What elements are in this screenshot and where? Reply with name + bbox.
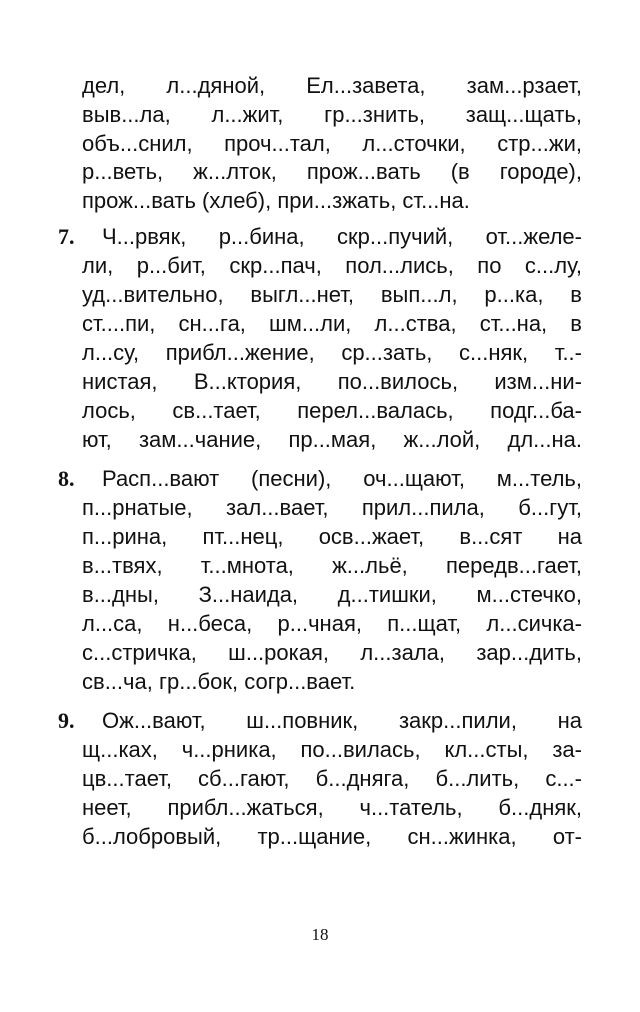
text-line: р...веть, ж...лток, прож...вать (в городе),	[82, 159, 582, 184]
text-line: св...ча, гр...бок, согр...вает.	[82, 669, 356, 694]
text-line: п...рнатые, зал...вает, прил...пила, б...гут,	[82, 495, 582, 520]
text-line: л...су, прибл...жение, ср...зать, с...няк, т..-	[82, 340, 582, 365]
text-line: уд...вительно, выгл...нет, вып...л, р...ка, в	[82, 282, 582, 307]
text-line: п...рина, пт...нец, осв...жает, в...сят на	[82, 524, 582, 549]
text-line: объ...снил, проч...тал, л...сточки, стр...жи,	[82, 131, 582, 156]
text-line: ст....пи, сн...га, шм...ли, л...ства, ст...на, в	[82, 311, 582, 336]
text-line: Расп...вают (песни), оч...щают, м...тель,	[102, 466, 582, 491]
text-line: дел, л...дяной, Ел...завета, зам...рзает,	[82, 73, 582, 98]
text-line: выв...ла, л...жит, гр...знить, защ...щать,	[82, 102, 582, 127]
text-line: Ч...рвяк, р...бина, скр...пучий, от...желе-	[102, 224, 582, 249]
text-line: ют, зам...чание, пр...мая, ж...лой, дл...на.	[82, 427, 582, 452]
text-line: в...дны, З...наида, д...тишки, м...стечко,	[82, 582, 582, 607]
exercise-number: 8.	[58, 466, 75, 491]
text-line: нистая, В...ктория, по...вилось, изм...ни-	[82, 369, 582, 394]
text-line: ли, р...бит, скр...пач, пол...лись, по с...лу,	[82, 253, 582, 278]
page-number: 18	[311, 925, 329, 944]
text-line: прож...вать (хлеб), при...зжать, ст...на.	[82, 188, 470, 213]
exercise-number: 7.	[58, 224, 75, 249]
text-line: лось, св...тает, перел...валась, подг...ба-	[82, 398, 582, 423]
text-line: щ...ках, ч...рника, по...вилась, кл...сты, за-	[82, 737, 582, 762]
text-line: цв...тает, сб...гают, б...дняга, б...лить, с...-	[82, 766, 582, 791]
exercise-number: 9.	[58, 708, 75, 733]
text-line: неет, прибл...жаться, ч...татель, б...дняк,	[82, 795, 582, 820]
text-line: б...лобровый, тр...щание, сн...жинка, от-	[82, 824, 582, 849]
text-line: Ож...вают, ш...повник, закр...пили, на	[102, 708, 582, 733]
text-line: л...са, н...беса, р...чная, п...щат, л...сичка-	[82, 611, 582, 636]
text-line: с...стричка, ш...рокая, л...зала, зар...дить,	[82, 640, 582, 665]
text-line: в...твях, т...мнота, ж...льё, передв...гает,	[82, 553, 582, 578]
